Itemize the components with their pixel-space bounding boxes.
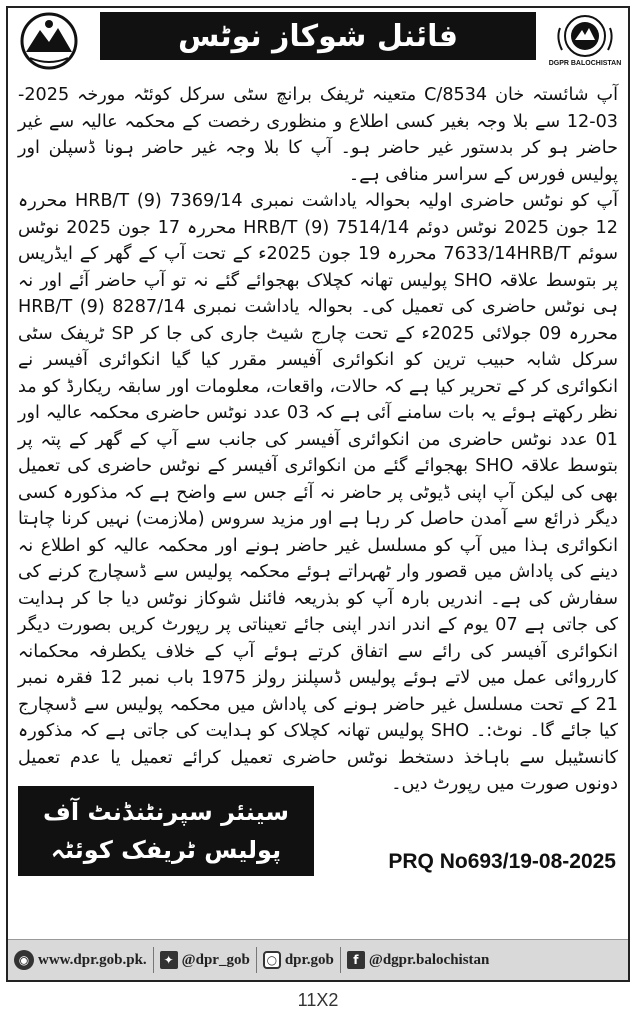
notice-header: [8, 8, 628, 74]
footer-instagram-text: dpr.gob: [284, 951, 334, 968]
footer-bar: [8, 939, 628, 980]
footer-website-text: www.dpr.gob.pk.: [38, 951, 147, 968]
notice-frame: [6, 6, 630, 982]
instagram-icon: ○: [263, 951, 281, 969]
footer-instagram[interactable]: [257, 951, 340, 969]
dgpr-logo-right: [548, 12, 622, 70]
twitter-icon: ✦: [160, 951, 178, 969]
balochistan-emblem-left: [16, 12, 82, 70]
footer-facebook-text: @dgpr.balochistan: [368, 951, 490, 968]
notice-paragraph-2: آپ کو نوٹس حاضری اولیہ بحوالہ یاداشت نمبری HRB/T (9) 7369/14 محررہ 12 جون 2025 نوٹس دوئم HRB/T (9) 7514/14 محررہ 17 جون 2025 نوٹس سوئم 7633/14HRB/T محررہ 19 جون 2025ء کے تحت آپ کے گھر کے ایڈریس پر بتوسط علاقہ SHO پولیس تھانہ کچلاک بھجوائے گئے نہ تو آپ حاضر آئے اور نہ ہی نوٹس حاضری کی تعمیل کی۔ بحوالہ یاداشت نمبری HRB/T (9) 8287/14 محررہ 09 جولائی 2025ء کے تحت چارج شیٹ جاری کی جا کر SP ٹریفک سٹی سرکل شابہ حبیب ترین کو انکوائری آفیسر مقرر کیا گیا انکوائری آفیسر نے انکوائری کر کے تحریر کیا ہے کہ حالات، واقعات، معلومات اور سابقہ ریکارڈ کو مد نظر رکھتے ہوئے یہ بات سامنے آئی ہے کہ 03 عدد نوٹس حاضری محکمہ عالیہ اور 01 عدد نوٹس حاضری من انکوائری آفیسر کی جانب سے آپ کے گھر کے پتہ پر بتوسط علاقہ SHO بھجوائے گئے من انکوائری آفیسر کے نوٹس حاضری کی تعمیل بھی کی لیکن آپ اپنی ڈیوٹی پر حاضر نہ آئے جس سے واضح ہے کہ مذکورہ کسی دیگر ذرائع سے آمدن حاصل کر رہا ہے اور مزید سروس (ملازمت) نہیں کرنا چاہتا انکوائری ہذا میں آپ کو مسلسل غیر حاضر ہونے اور محکمہ عالیہ کو اطلاع نہ دینے کی پاداش میں قصور وار ٹھہراتے ہوئے محکمہ پولیس سے ڈسچارج کرنے کی سفارش کی ہے۔ اندریں بارہ آپ کو بذریعہ فائنل شوکاز نوٹس دیا جا کر ہدایت کی جاتی ہے 07 یوم کے اندر اندر اپنی جائے تعیناتی پر رپورٹ کریں بصورت دیگر انکوائری آفیسر کی رائے سے اتفاق کرتے ہوئے آپ کے خلاف یکطرفہ محکمانہ کارروائی عمل میں لاتے ہوئے پولیس ڈسپلنز رولز 1975 باب نمبر 12 فقرہ نمبر 21 کے تحت مسلسل غیر حاضر ہونے کی پاداش میں محکمہ پولیس سے ڈسچارج کیا جائے گا۔ نوٹ:۔ SHO پولیس تھانہ کچلاک کو ہدایت کی جاتی ہے کہ مذکورہ کانسٹیبل سے باہاخذ دستخط نوٹس حاضری تعمیل کرائے تعمیل یا عدم تعمیل دونوں صورت میں رپورٹ دیں۔: [18, 191, 619, 794]
signature-block: [18, 786, 314, 876]
dgpr-logo-caption: DGPR BALOCHISTAN: [548, 60, 622, 67]
footer-twitter-text: @dpr_gob: [181, 951, 250, 968]
notice-title: [100, 12, 536, 60]
notice-paragraph-1: آپ شائستہ خان C/8534 متعینہ ٹریفک برانچ سٹی سرکل کوئٹہ مورخہ 2025-03-12 سے بلا وجہ بغیر کسی اطلاع و منظوری رخصت کے محکمہ عالیہ سے غیر حاضر ہو کر بدستور غیر حاضر ہو۔ آپ کا بلا وجہ غیر حاضر ہونا ڈسپلن اور پولیس فورس کے سراسر منافی ہے۔: [18, 85, 618, 185]
facebook-icon: f: [347, 951, 365, 969]
globe-icon: ◉: [14, 950, 34, 970]
footer-website[interactable]: [8, 950, 153, 970]
footer-facebook[interactable]: [341, 951, 496, 969]
notice-body: [18, 82, 619, 794]
prq-reference: PRQ No693/19-08-2025: [388, 850, 616, 873]
ad-size-label: 11X2: [297, 990, 339, 1010]
signature-line-2: پولیس ٹریفک کوئٹہ: [50, 836, 282, 864]
footer-twitter[interactable]: [154, 951, 256, 969]
notice-title-text: فائنل شوکاز نوٹس: [177, 18, 459, 54]
signature-line-1: سینئر سپرنٹنڈنٹ آف: [43, 798, 289, 826]
